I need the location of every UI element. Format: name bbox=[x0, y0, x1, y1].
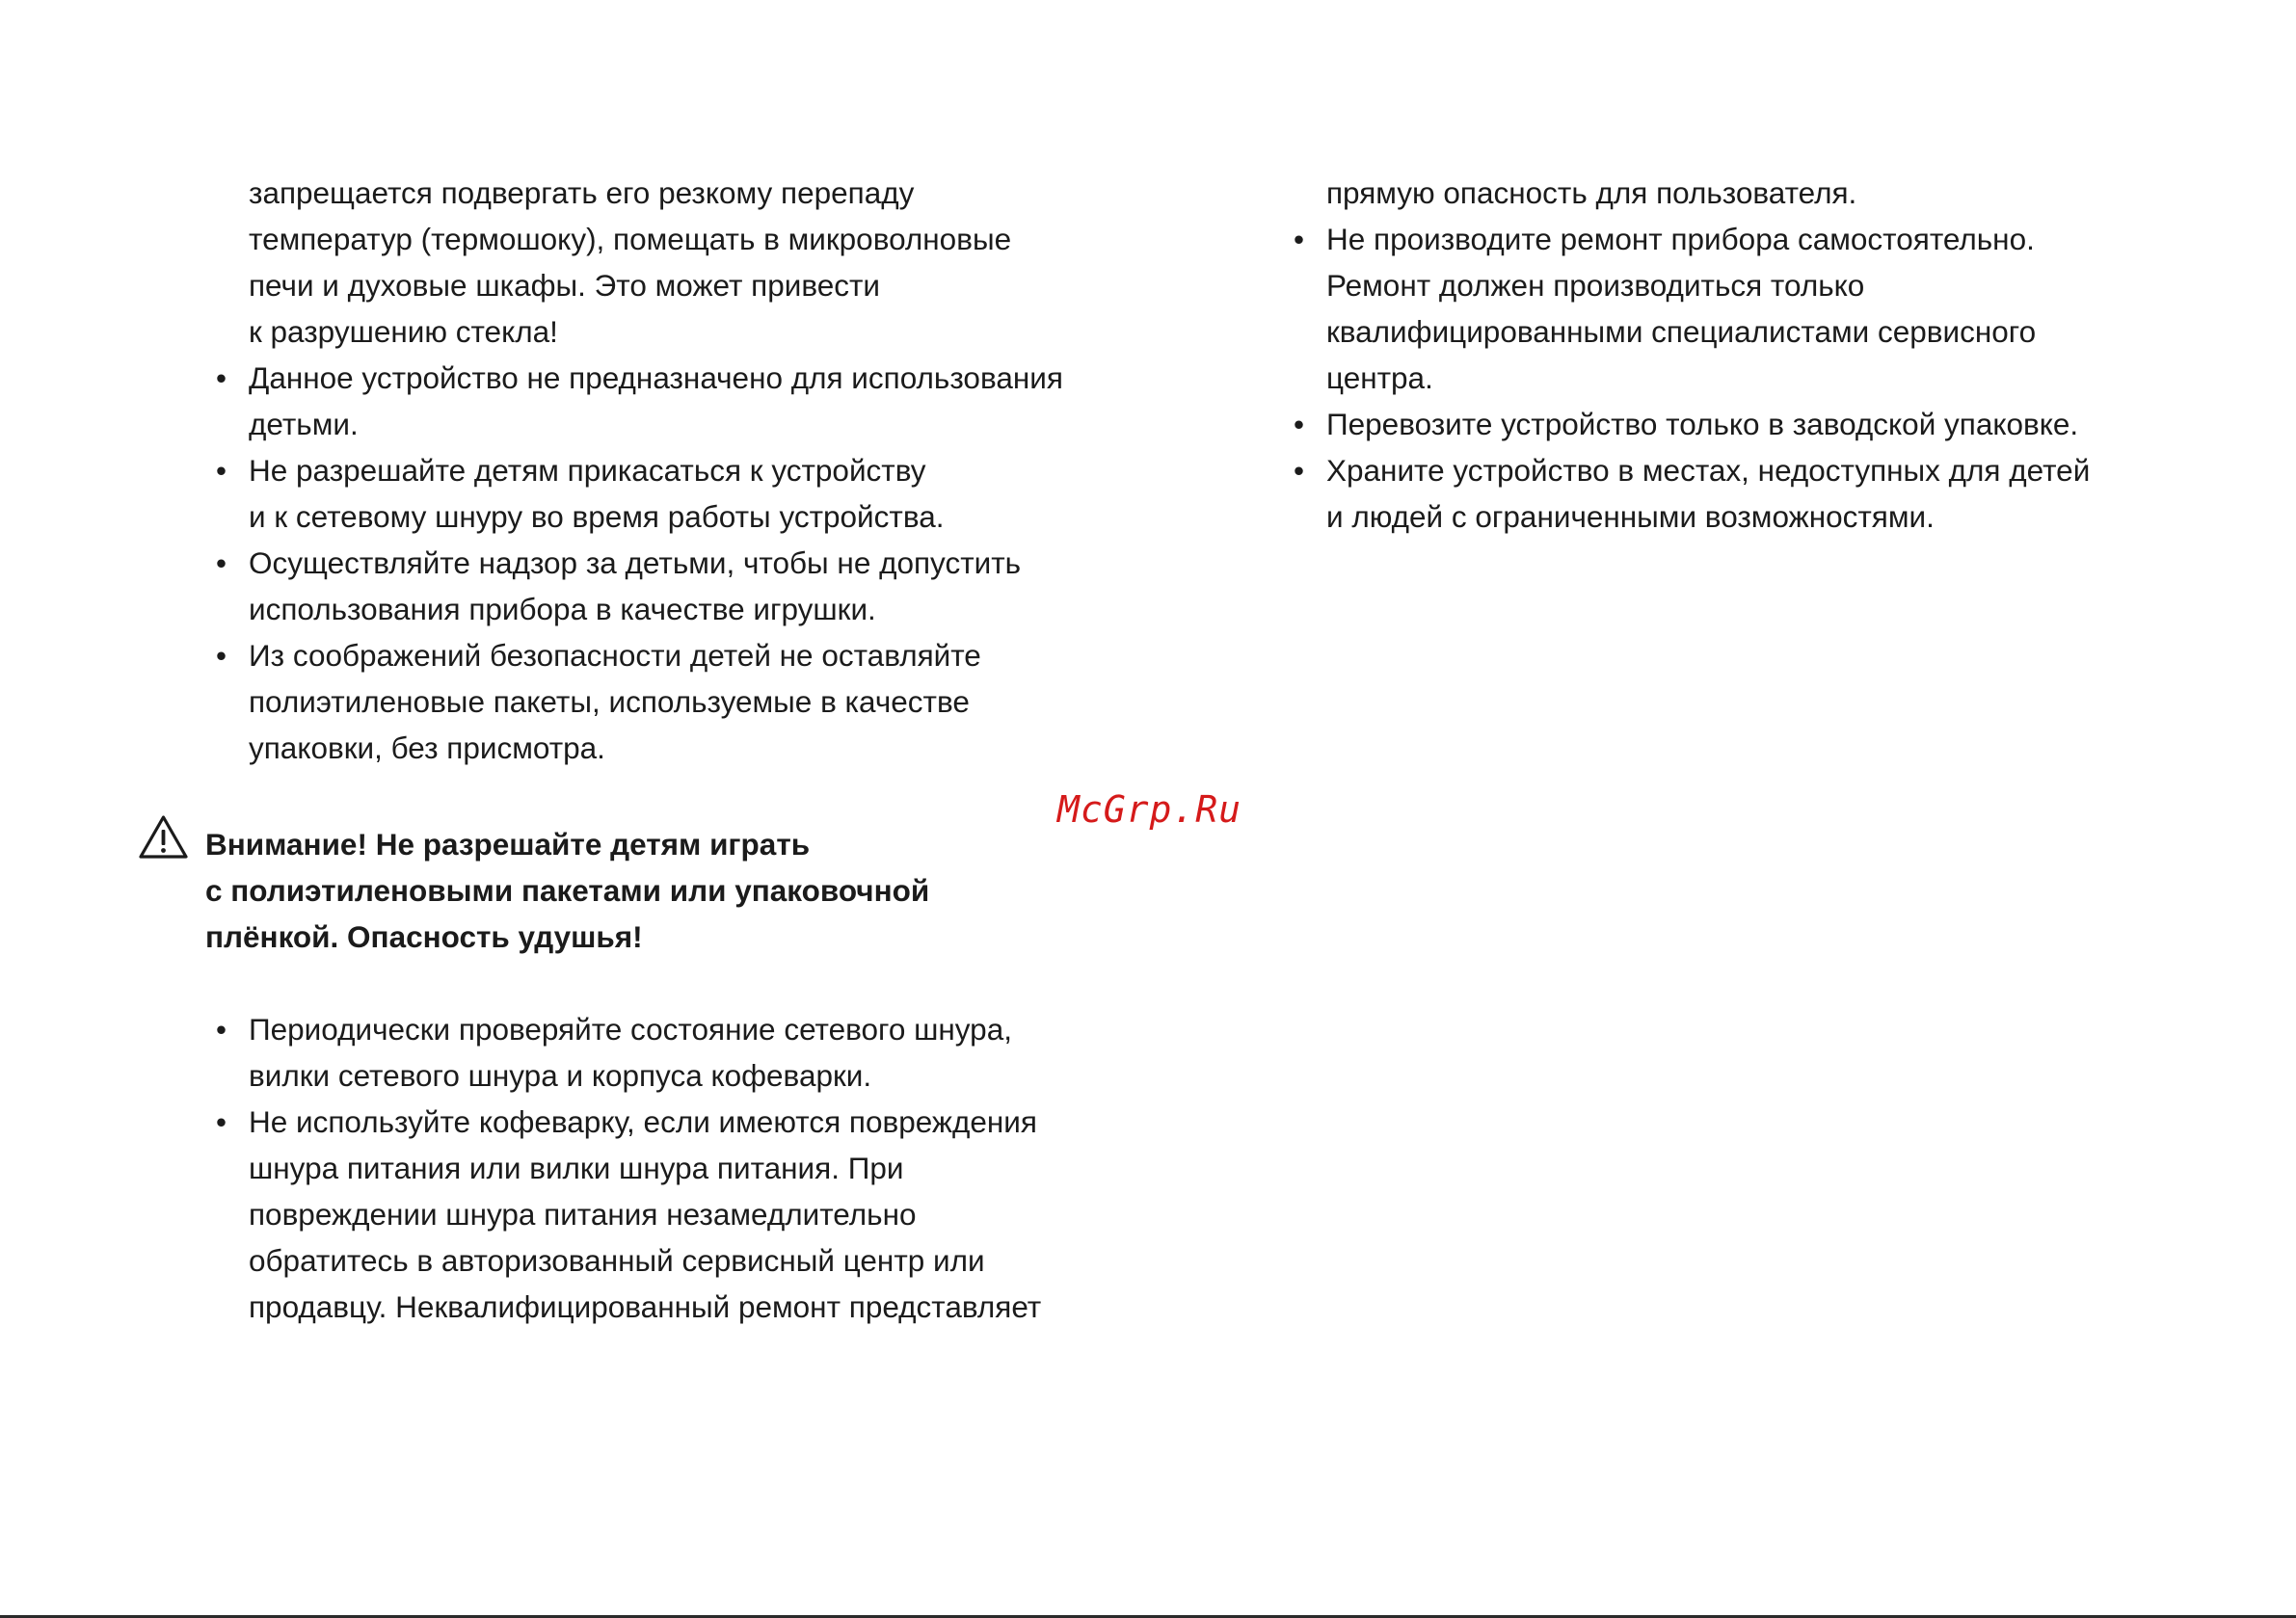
text-line: Перевозите устройство только в заводской упаковке. bbox=[1326, 407, 2079, 441]
text-line: упаковки, без присмотра. bbox=[249, 730, 605, 765]
text-line: квалифицированными специалистами сервисного bbox=[1326, 314, 2037, 349]
bullet-marker: • bbox=[216, 545, 227, 580]
text-line: Не используйте кофеварку, если имеются повреждения bbox=[249, 1104, 1037, 1139]
text-line: к разрушению стекла! bbox=[249, 314, 558, 349]
bullet-marker: • bbox=[1294, 222, 1305, 256]
text-line: обратитесь в авторизованный сервисный центр или bbox=[249, 1243, 985, 1278]
warning-triangle-icon bbox=[138, 814, 189, 861]
bullet-marker: • bbox=[1294, 453, 1305, 488]
text-line: Из соображений безопасности детей не оставляйте bbox=[249, 638, 981, 673]
text-line: шнура питания или вилки шнура питания. При bbox=[249, 1151, 904, 1185]
text-line: и к сетевому шнуру во время работы устройства. bbox=[249, 499, 945, 534]
text-line: прямую опасность для пользователя. bbox=[1326, 175, 1857, 210]
warning-text-line: с полиэтиленовыми пакетами или упаковочной bbox=[205, 873, 930, 908]
watermark: McGrp.Ru bbox=[1057, 788, 1242, 831]
text-line: центра. bbox=[1326, 360, 1433, 395]
bullet-marker: • bbox=[216, 638, 227, 673]
text-line: Не разрешайте детям прикасаться к устройству bbox=[249, 453, 926, 488]
text-line: Не производите ремонт прибора самостоятельно. bbox=[1326, 222, 2035, 256]
text-line: использования прибора в качестве игрушки. bbox=[249, 592, 876, 626]
warning-text-line: плёнкой. Опасность удушья! bbox=[205, 919, 643, 954]
text-line: Осуществляйте надзор за детьми, чтобы не допустить bbox=[249, 545, 1022, 580]
text-line: продавцу. Неквалифицированный ремонт представляет bbox=[249, 1289, 1042, 1324]
text-line: Храните устройство в местах, недоступных для детей bbox=[1326, 453, 2091, 488]
text-line: и людей с ограниченными возможностями. bbox=[1326, 499, 1935, 534]
text-line: вилки сетевого шнура и корпуса кофеварки. bbox=[249, 1058, 872, 1093]
text-line: повреждении шнура питания незамедлительно bbox=[249, 1197, 917, 1232]
bullet-marker: • bbox=[1294, 407, 1305, 441]
text-line: запрещается подвергать его резкому перепаду bbox=[249, 175, 915, 210]
bullet-marker: • bbox=[216, 1104, 227, 1139]
text-line: печи и духовые шкафы. Это может привести bbox=[249, 268, 881, 303]
bullet-marker: • bbox=[216, 453, 227, 488]
text-line: детьми. bbox=[249, 407, 359, 441]
text-line: Ремонт должен производиться только bbox=[1326, 268, 1865, 303]
warning-text-line: Внимание! Не разрешайте детям играть bbox=[205, 827, 811, 862]
bullet-marker: • bbox=[216, 1012, 227, 1047]
text-line: полиэтиленовые пакеты, используемые в качестве bbox=[249, 684, 970, 719]
text-line: температур (термошоку), помещать в микроволновые bbox=[249, 222, 1012, 256]
bullet-marker: • bbox=[216, 360, 227, 395]
text-line: Периодически проверяйте состояние сетевого шнура, bbox=[249, 1012, 1012, 1047]
text-line: Данное устройство не предназначено для использования bbox=[249, 360, 1063, 395]
